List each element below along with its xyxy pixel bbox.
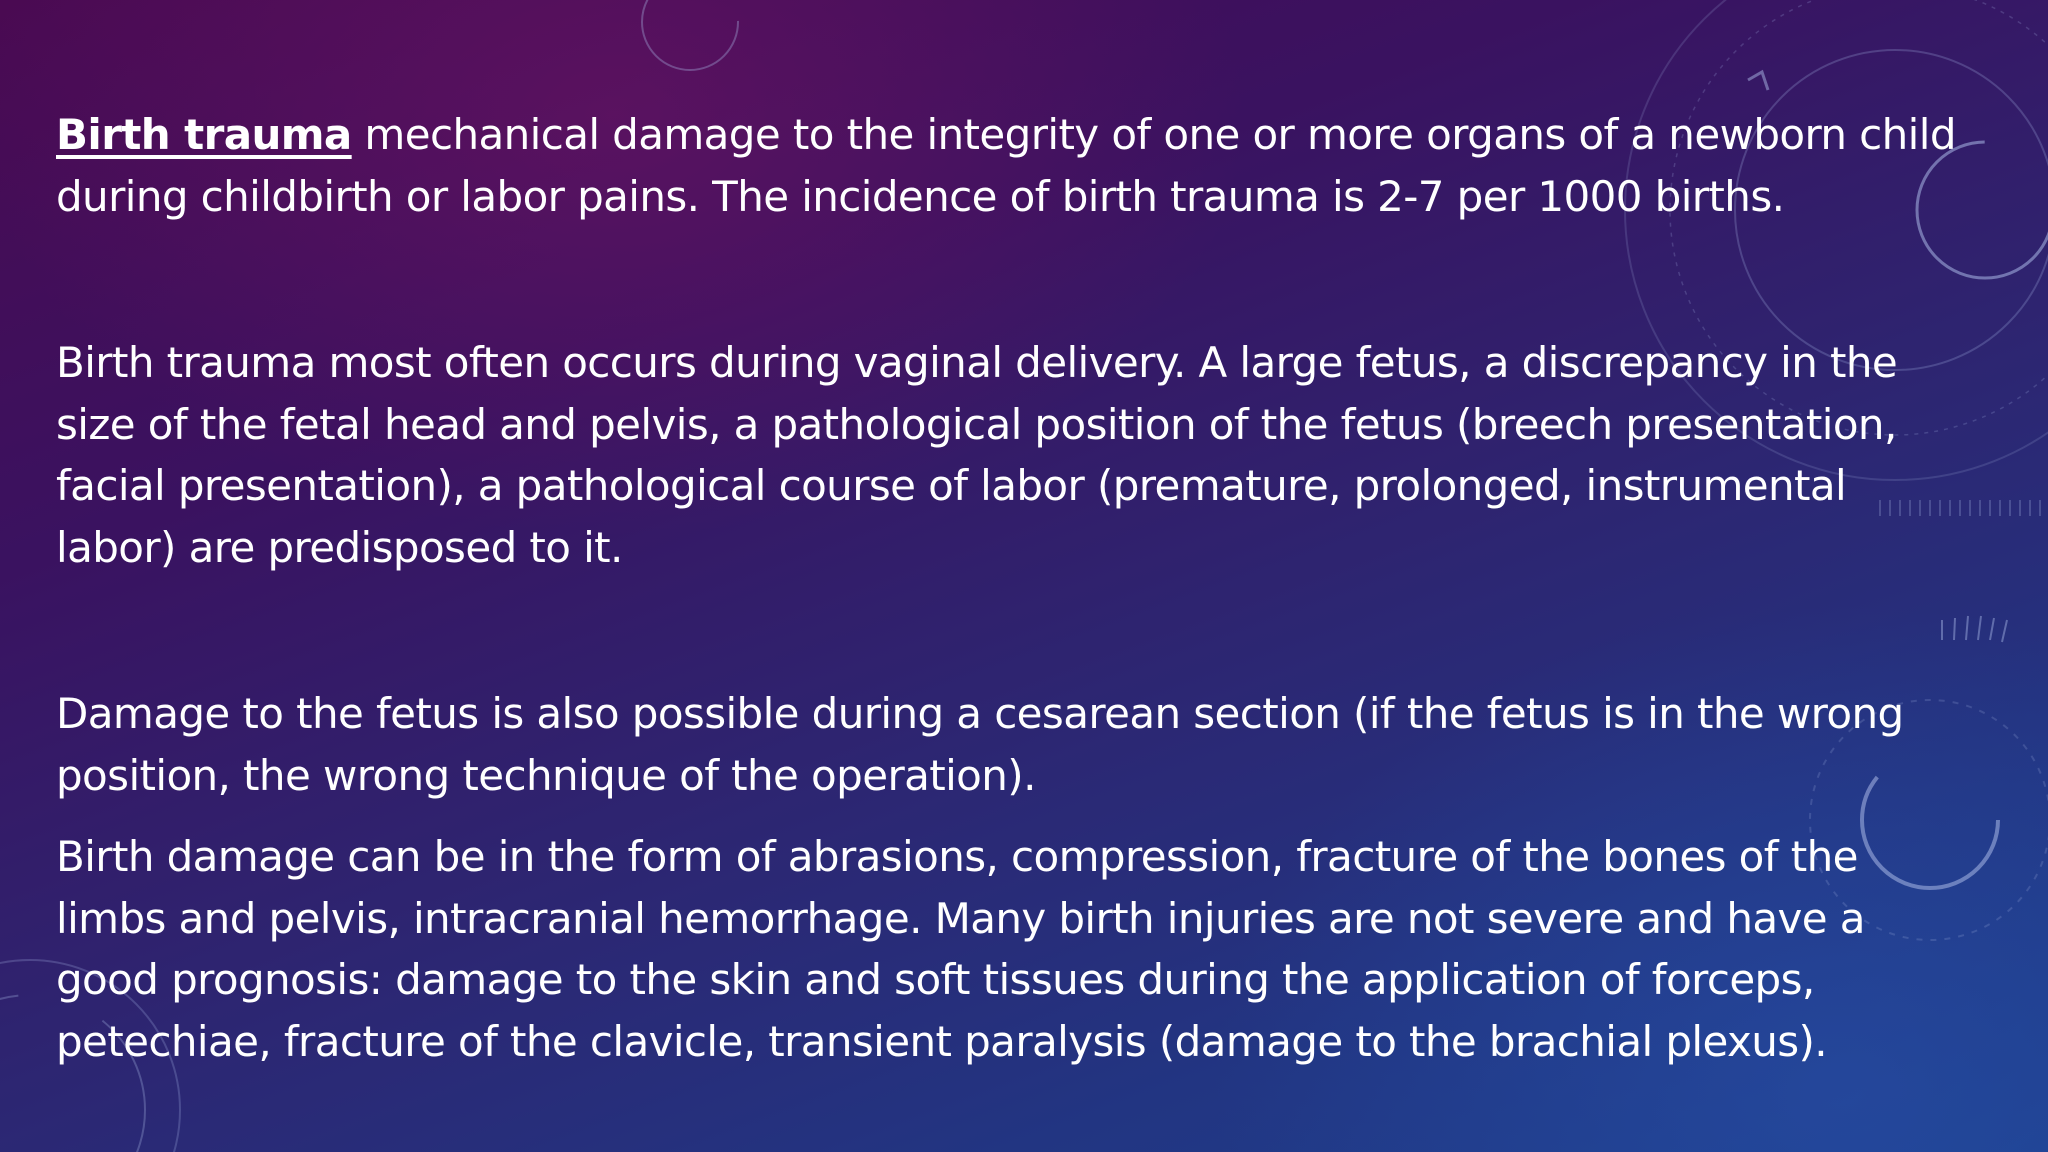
term-birth-trauma: Birth trauma [56, 110, 352, 159]
arrow-mark [1748, 72, 1768, 90]
definition-paragraph [56, 104, 1976, 227]
definition-text: mechanical damage to the integrity of one or more organs of a newborn child during childbirth or labor pains. The incidence of birth trauma is 2-7 per 1000 births. [56, 110, 1956, 221]
causes-paragraph: Birth trauma most often occurs during vaginal delivery. A large fetus, a discrepancy in the size of the fetal head and pelvis, a pathological position of the fetus (breech presentation, facial presentation), a pathological course of labor (premature, prolonged, instrumental labor) are predisposed to it. [56, 338, 1898, 572]
ring-top-small [642, 0, 738, 70]
cesarean-paragraph: Damage to the fetus is also possible during a cesarean section (if the fetus is in the wrong position, the wrong technique of the operation). [56, 689, 1904, 800]
damage-forms-paragraph: Birth damage can be in the form of abrasions, compression, fracture of the bones of the limbs and pelvis, intracranial hemorrhage. Many birth injuries are not severe and have a good prognosis: damage to the skin and soft tissues during the application of forceps, petechiae, fracture of the clavicle, transient paralysis (damage to the brachial plexus). [56, 832, 1865, 1066]
